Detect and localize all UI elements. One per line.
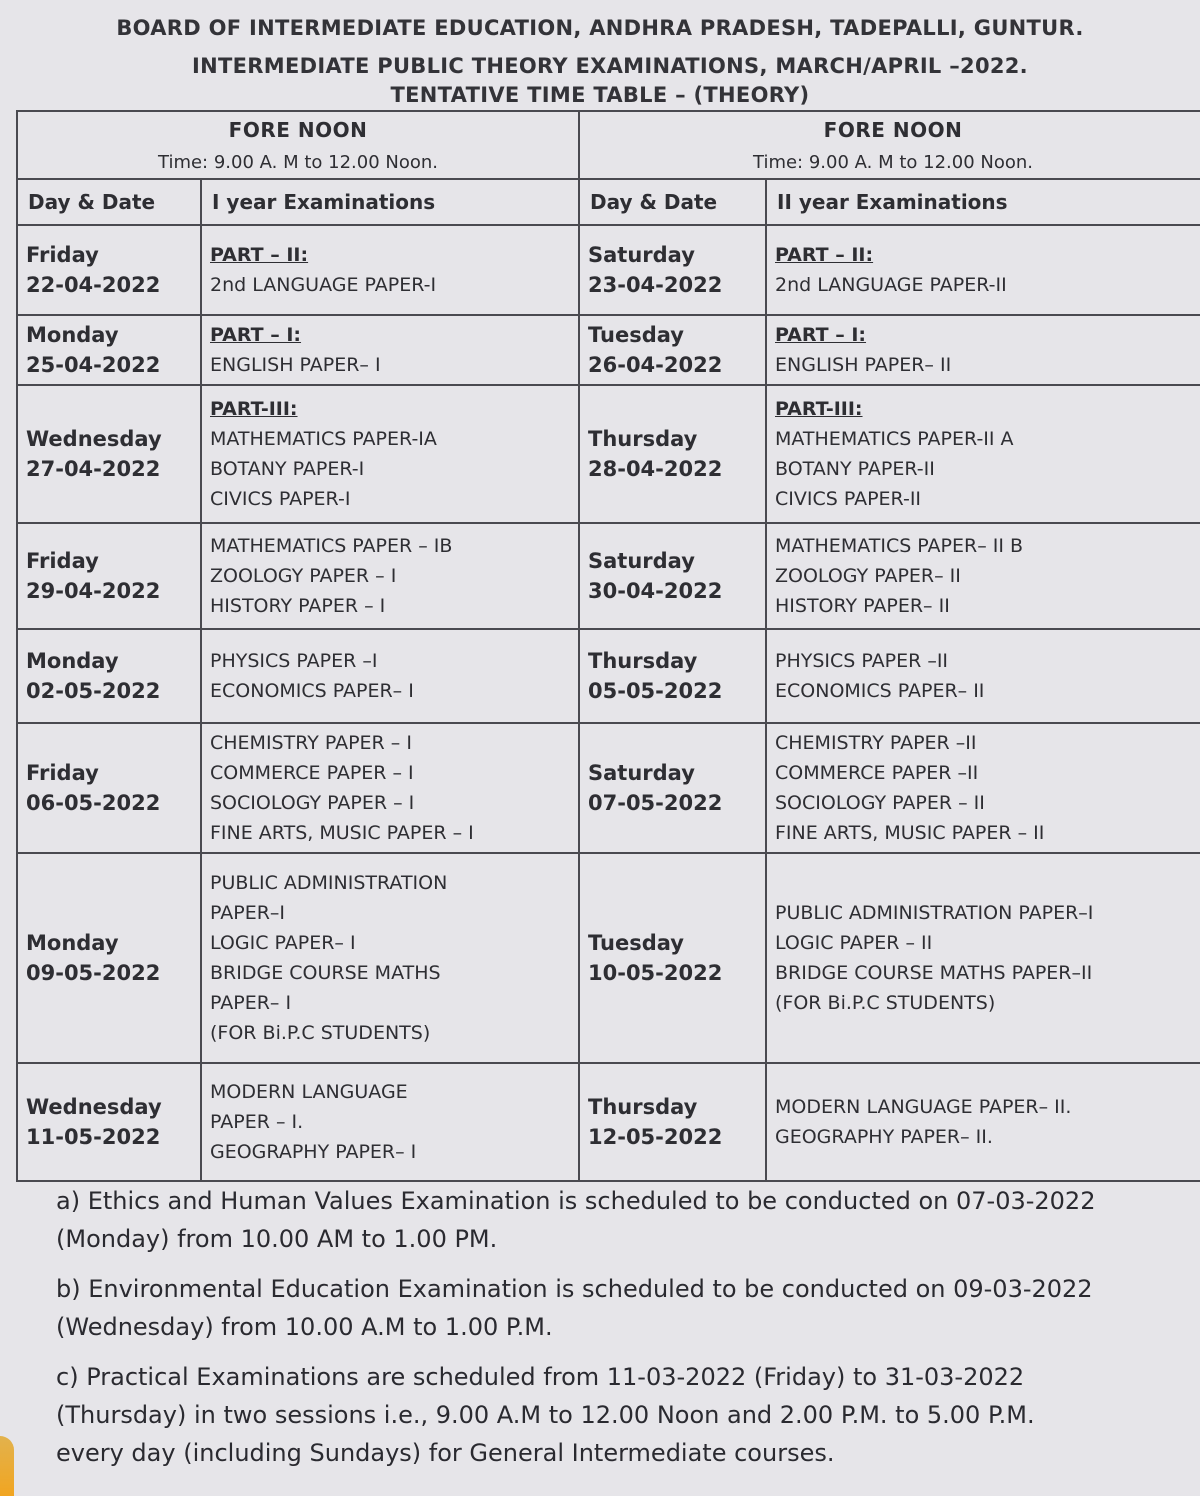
session-left-time: Time: 9.00 A. M to 12.00 Noon. [158,151,438,173]
day-date-cell-2 [579,523,766,629]
note-b-line-1: b) Environmental Education Examination is scheduled to be conducted on 09-03-2022 [56,1275,1093,1303]
exam-cell-1 [201,1063,579,1181]
exam-date: 27-04-2022 [26,457,161,481]
table-row [17,853,1200,1063]
day-date-cell-2 [579,629,766,723]
exam-subject: MATHEMATICS PAPER– II B [775,535,1024,557]
exam-subject: MODERN LANGUAGE [210,1081,408,1103]
exam-cell-2 [766,1063,1200,1181]
day-name: Thursday [588,649,698,673]
note-a-line-1: a) Ethics and Human Values Examination is scheduled to be conducted on 07-03-2022 [56,1187,1096,1215]
day-date-cell-2 [579,315,766,385]
day-name: Thursday [588,427,698,451]
exam-subject: BRIDGE COURSE MATHS [210,962,441,984]
exam-subject: FINE ARTS, MUSIC PAPER – I [210,822,474,844]
part-heading: PART-III: [775,398,863,420]
exam-subject: GEOGRAPHY PAPER– II. [775,1126,993,1148]
exam-cell-2 [766,225,1200,315]
exam-subject: 2nd LANGUAGE PAPER-I [210,274,437,296]
note-c [56,1358,1166,1472]
exam-date: 10-05-2022 [588,961,723,985]
day-date-cell-1 [17,225,201,315]
exam-date: 30-04-2022 [588,579,723,603]
table-row [17,385,1200,523]
day-date-cell-1 [17,385,201,523]
exam-subject: MATHEMATICS PAPER-IA [210,428,437,450]
day-date-cell-1 [17,629,201,723]
exam-cell-1 [201,723,579,853]
day-name: Wednesday [26,1095,162,1119]
exam-subject: 2nd LANGUAGE PAPER-II [775,274,1007,296]
exam-subject: GEOGRAPHY PAPER– I [210,1141,417,1163]
exam-subject: PUBLIC ADMINISTRATION [210,872,448,894]
timetable-rows [17,225,1200,1181]
exam-subject: BRIDGE COURSE MATHS PAPER–II [775,962,1093,984]
day-name: Tuesday [588,323,684,347]
exam-date: 25-04-2022 [26,353,161,377]
table-row [17,523,1200,629]
exam-subject: SOCIOLOGY PAPER – I [210,792,415,814]
exam-subject: LOGIC PAPER – II [775,932,933,954]
part-heading: PART – I: [210,324,302,346]
note-c-line-3: every day (including Sundays) for General Intermediate courses. [56,1439,835,1467]
exam-cell-2 [766,723,1200,853]
exam-date: 07-05-2022 [588,791,723,815]
exam-subject: ENGLISH PAPER– II [775,354,952,376]
session-left [17,111,579,179]
column-header-day2: Day & Date [579,179,766,225]
exam-subject: PAPER–I [210,902,286,924]
exam-title: INTERMEDIATE PUBLIC THEORY EXAMINATIONS, MARCH/APRIL –2022. [192,54,1028,78]
exam-subject: (FOR Bi.P.C STUDENTS) [775,992,996,1014]
note-a [56,1182,1166,1258]
exam-cell-1 [201,629,579,723]
exam-date: 12-05-2022 [588,1125,723,1149]
day-name: Monday [26,649,119,673]
notes-section [56,1182,1166,1484]
part-heading: PART – II: [775,244,874,266]
day-date-cell-1 [17,723,201,853]
table-row [17,629,1200,723]
session-right [579,111,1200,179]
exam-subject: ZOOLOGY PAPER – I [210,565,397,587]
exam-subject: HISTORY PAPER– II [775,595,950,617]
exam-cell-2 [766,315,1200,385]
exam-subject: (FOR Bi.P.C STUDENTS) [210,1022,431,1044]
exam-date: 02-05-2022 [26,679,161,703]
exam-subject: PAPER – I. [210,1111,304,1133]
exam-date: 28-04-2022 [588,457,723,481]
exam-cell-2 [766,853,1200,1063]
exam-subject: HISTORY PAPER – I [210,595,386,617]
exam-subject: FINE ARTS, MUSIC PAPER – II [775,822,1045,844]
day-name: Tuesday [588,931,684,955]
exam-subject: ENGLISH PAPER– I [210,354,381,376]
day-name: Wednesday [26,427,162,451]
exam-subject: PHYSICS PAPER –II [775,650,949,672]
part-heading: PART – II: [210,244,309,266]
note-b [56,1270,1166,1346]
exam-subject: MATHEMATICS PAPER – IB [210,535,453,557]
exam-cell-2 [766,523,1200,629]
exam-subject: ZOOLOGY PAPER– II [775,565,961,587]
day-name: Saturday [588,243,695,267]
page-edge-mark [0,1436,14,1496]
day-name: Monday [26,323,119,347]
table-row [17,315,1200,385]
exam-subject: MATHEMATICS PAPER-II A [775,428,1014,450]
exam-subject: MODERN LANGUAGE PAPER– II. [775,1096,1072,1118]
session-left-title: FORE NOON [228,117,368,142]
exam-subject: SOCIOLOGY PAPER – II [775,792,985,814]
day-name: Thursday [588,1095,698,1119]
exam-date: 26-04-2022 [588,353,723,377]
session-row [17,111,1200,179]
exam-subject: PUBLIC ADMINISTRATION PAPER–I [775,902,1094,924]
timetable-table [16,110,1200,1182]
exam-date: 29-04-2022 [26,579,161,603]
exam-subject: COMMERCE PAPER – I [210,762,414,784]
exam-cell-1 [201,523,579,629]
part-heading: PART – I: [775,324,867,346]
day-name: Monday [26,931,119,955]
exam-date: 06-05-2022 [26,791,161,815]
day-date-cell-2 [579,1063,766,1181]
exam-subject: PHYSICS PAPER –I [210,650,378,672]
column-header-day1: Day & Date [17,179,201,225]
exam-subject: LOGIC PAPER– I [210,932,356,954]
day-date-cell-1 [17,315,201,385]
session-right-title: FORE NOON [823,117,963,142]
exam-cell-2 [766,629,1200,723]
day-date-cell-1 [17,1063,201,1181]
exam-cell-1 [201,225,579,315]
exam-subject: COMMERCE PAPER –II [775,762,979,784]
exam-date: 11-05-2022 [26,1125,161,1149]
day-name: Saturday [588,761,695,785]
day-date-cell-2 [579,723,766,853]
day-date-cell-2 [579,385,766,523]
exam-cell-2 [766,385,1200,523]
exam-subject: BOTANY PAPER-II [775,458,935,480]
table-row [17,225,1200,315]
exam-subject: CHEMISTRY PAPER –II [775,732,977,754]
part-heading: PART-III: [210,398,298,420]
board-title: BOARD OF INTERMEDIATE EDUCATION, ANDHRA PRADESH, TADEPALLI, GUNTUR. [116,16,1084,40]
exam-cell-1 [201,853,579,1063]
exam-date: 23-04-2022 [588,273,723,297]
column-header-exam2: II year Examinations [766,179,1200,225]
exam-subject: CHEMISTRY PAPER – I [210,732,412,754]
day-date-cell-1 [17,853,201,1063]
exam-subject: BOTANY PAPER-I [210,458,365,480]
timetable-title: TENTATIVE TIME TABLE – (THEORY) [390,83,810,107]
table-row [17,1063,1200,1181]
note-b-line-2: (Wednesday) from 10.00 A.M to 1.00 P.M. [56,1313,553,1341]
day-date-cell-1 [17,523,201,629]
header-row [17,179,1200,225]
session-right-time: Time: 9.00 A. M to 12.00 Noon. [753,151,1033,173]
table-row [17,723,1200,853]
exam-cell-1 [201,315,579,385]
exam-subject: PAPER– I [210,992,292,1014]
day-name: Friday [26,243,99,267]
exam-date: 09-05-2022 [26,961,161,985]
day-name: Friday [26,549,99,573]
exam-cell-1 [201,385,579,523]
note-c-line-1: c) Practical Examinations are scheduled from 11-03-2022 (Friday) to 31-03-2022 [56,1363,1025,1391]
note-c-line-2: (Thursday) in two sessions i.e., 9.00 A.M to 12.00 Noon and 2.00 P.M. to 5.00 P.M. [56,1401,1035,1429]
day-date-cell-2 [579,853,766,1063]
column-header-exam1: I year Examinations [201,179,579,225]
day-name: Saturday [588,549,695,573]
exam-subject: CIVICS PAPER-II [775,488,922,510]
exam-subject: ECONOMICS PAPER– II [775,680,985,702]
exam-date: 22-04-2022 [26,273,161,297]
day-name: Friday [26,761,99,785]
exam-date: 05-05-2022 [588,679,723,703]
exam-subject: ECONOMICS PAPER– I [210,680,414,702]
day-date-cell-2 [579,225,766,315]
note-a-line-2: (Monday) from 10.00 AM to 1.00 PM. [56,1225,498,1253]
exam-subject: CIVICS PAPER-I [210,488,351,510]
